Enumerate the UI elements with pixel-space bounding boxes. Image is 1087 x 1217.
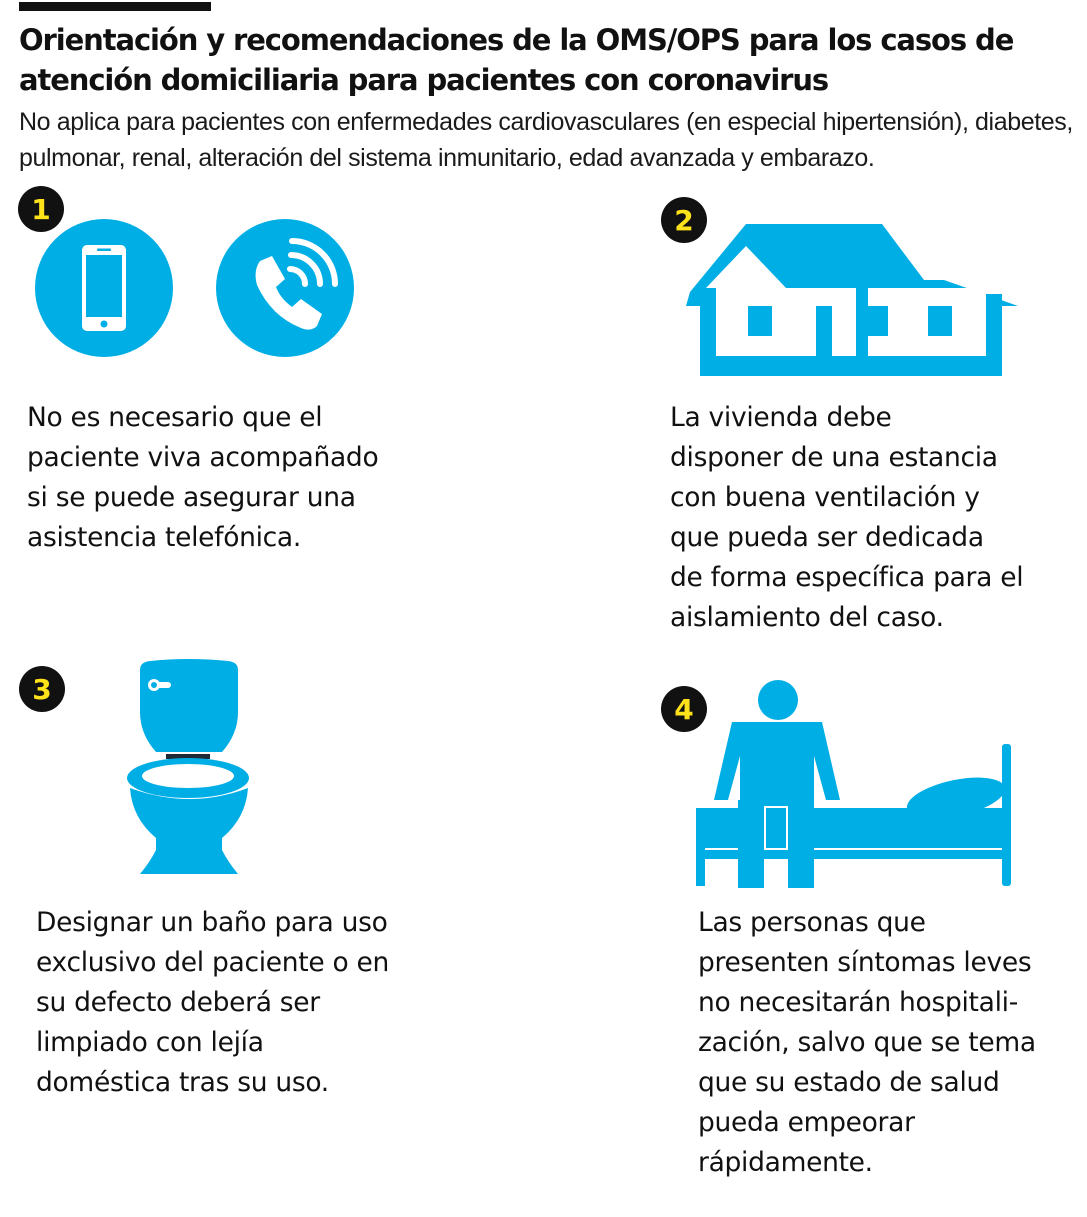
- page-subtitle: No aplica para pacientes con enfermedades cardiovasculares (en especial hipertensión), diabetes, pulmonar, renal, alteración del sistema inmunitario, edad avanzada y embarazo.: [19, 108, 1073, 172]
- item-3-text: Designar un baño para uso exclusivo del paciente o en su defecto deberá ser limpiado con lejía doméstica tras su uso.: [36, 907, 390, 1098]
- step-number-4: 4: [661, 686, 707, 732]
- phone-call-icon: [216, 219, 354, 357]
- step-number-3: 3: [19, 666, 65, 712]
- item-1-text: No es necesario que el paciente viva acompañado si se puede asegurar una asistencia telefónica.: [27, 402, 379, 553]
- toilet-icon: [124, 658, 250, 882]
- item-4-text: Las personas que presenten síntomas leves no necesitarán hospitali- zación, salvo que se tema que su estado de salud pueda empeorar rápidamente.: [698, 907, 1036, 1178]
- step-number-2: 2: [661, 197, 707, 243]
- item-2-text: La vivienda debe disponer de una estancia con buena ventilación y que pueda ser dedicada de forma específica para el aislamiento del caso.: [670, 402, 1024, 633]
- person-on-bed-icon: [694, 678, 1014, 888]
- smartphone-icon: [35, 219, 173, 357]
- top-rule: [19, 2, 211, 11]
- house-icon: [686, 222, 1018, 376]
- step-number-1: 1: [18, 186, 64, 232]
- page-title: Orientación y recomendaciones de la OMS/OPS para los casos de atención domiciliaria para pacientes con coronavirus: [19, 23, 1014, 97]
